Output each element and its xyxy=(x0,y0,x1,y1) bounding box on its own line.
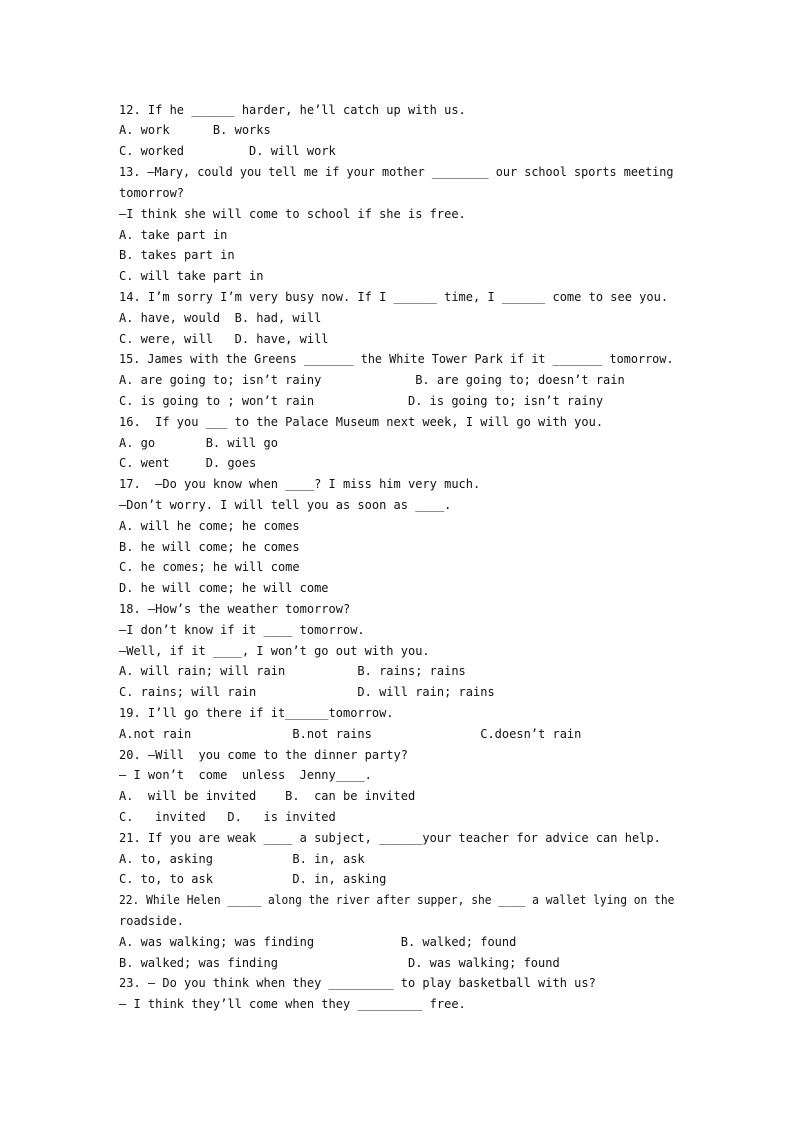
text-line: A. will he come; he comes xyxy=(119,519,300,533)
text-line: B. walked; was finding D. was walking; found xyxy=(119,956,560,970)
text-line: 17. —Do you know when ____? I miss him very much. xyxy=(119,477,481,491)
text-line: A. will be invited B. can be invited xyxy=(119,789,416,803)
text-line: — I won’t come unless Jenny____. xyxy=(119,768,372,782)
text-line: 22. While Helen _____ along the river after supper, she ____ a wallet lying on the xyxy=(119,893,675,907)
text-line: —Don’t worry. I will tell you as soon as ____. xyxy=(119,498,452,512)
text-line: C. rains; will rain D. will rain; rains xyxy=(119,685,495,699)
text-line: A. work B. works xyxy=(119,123,271,137)
text-line: C. to, to ask D. in, asking xyxy=(119,872,387,886)
text-line: 16. If you ___ to the Palace Museum next week, I will go with you. xyxy=(119,415,604,429)
text-line: 19. I’ll go there if it______tomorrow. xyxy=(119,706,394,720)
text-line: A. will rain; will rain B. rains; rains xyxy=(119,664,466,678)
text-line: A.not rain B.not rains C.doesn’t rain xyxy=(119,727,582,741)
text-line: 23. — Do you think when they _________ to play basketball with us? xyxy=(119,976,596,990)
text-line: —I think she will come to school if she is free. xyxy=(119,207,466,221)
text-line: roadside. xyxy=(119,914,185,928)
text-line: C. were, will D. have, will xyxy=(119,332,329,346)
text-line: 20. —Will you come to the dinner party? xyxy=(119,748,408,762)
text-line: —Well, if it ____, I won’t go out with you. xyxy=(119,644,430,658)
text-line: C. he comes; he will come xyxy=(119,560,300,574)
text-line: A. have, would B. had, will xyxy=(119,311,322,325)
text-line: — I think they’ll come when they _________ free. xyxy=(119,997,466,1011)
text-line: 14. I’m sorry I’m very busy now. If I ______ time, I ______ come to see you. xyxy=(119,290,669,304)
text-line: 15. James with the Greens _______ the White Tower Park if it _______ tomorrow. xyxy=(119,352,674,366)
text-line: C. worked D. will work xyxy=(119,144,336,158)
text-line: A. to, asking B. in, ask xyxy=(119,852,365,866)
text-line: C. is going to ; won’t rain D. is going to; isn’t rainy xyxy=(119,394,604,408)
text-line: A. go B. will go xyxy=(119,436,278,450)
text-line: C. invited D. is invited xyxy=(119,810,336,824)
text-line: —I don’t know if it ____ tomorrow. xyxy=(119,623,365,637)
text-line: 18. —How’s the weather tomorrow? xyxy=(119,602,351,616)
text-line: C. went D. goes xyxy=(119,456,257,470)
text-line: A. was walking; was finding B. walked; found xyxy=(119,935,517,949)
text-line: B. he will come; he comes xyxy=(119,540,300,554)
text-line: A. take part in xyxy=(119,228,228,242)
text-line: D. he will come; he will come xyxy=(119,581,329,595)
text-line: A. are going to; isn’t rainy B. are going to; doesn’t rain xyxy=(119,373,625,387)
text-line: 21. If you are weak ____ a subject, ______your teacher for advice can help. xyxy=(119,831,661,845)
text-line: tomorrow? xyxy=(119,186,185,200)
text-line: C. will take part in xyxy=(119,269,264,283)
text-line: B. takes part in xyxy=(119,248,235,262)
text-line: 13. —Mary, could you tell me if your mother ________ our school sports meeting xyxy=(119,165,674,179)
text-line: 12. If he ______ harder, he’ll catch up with us. xyxy=(119,103,466,117)
